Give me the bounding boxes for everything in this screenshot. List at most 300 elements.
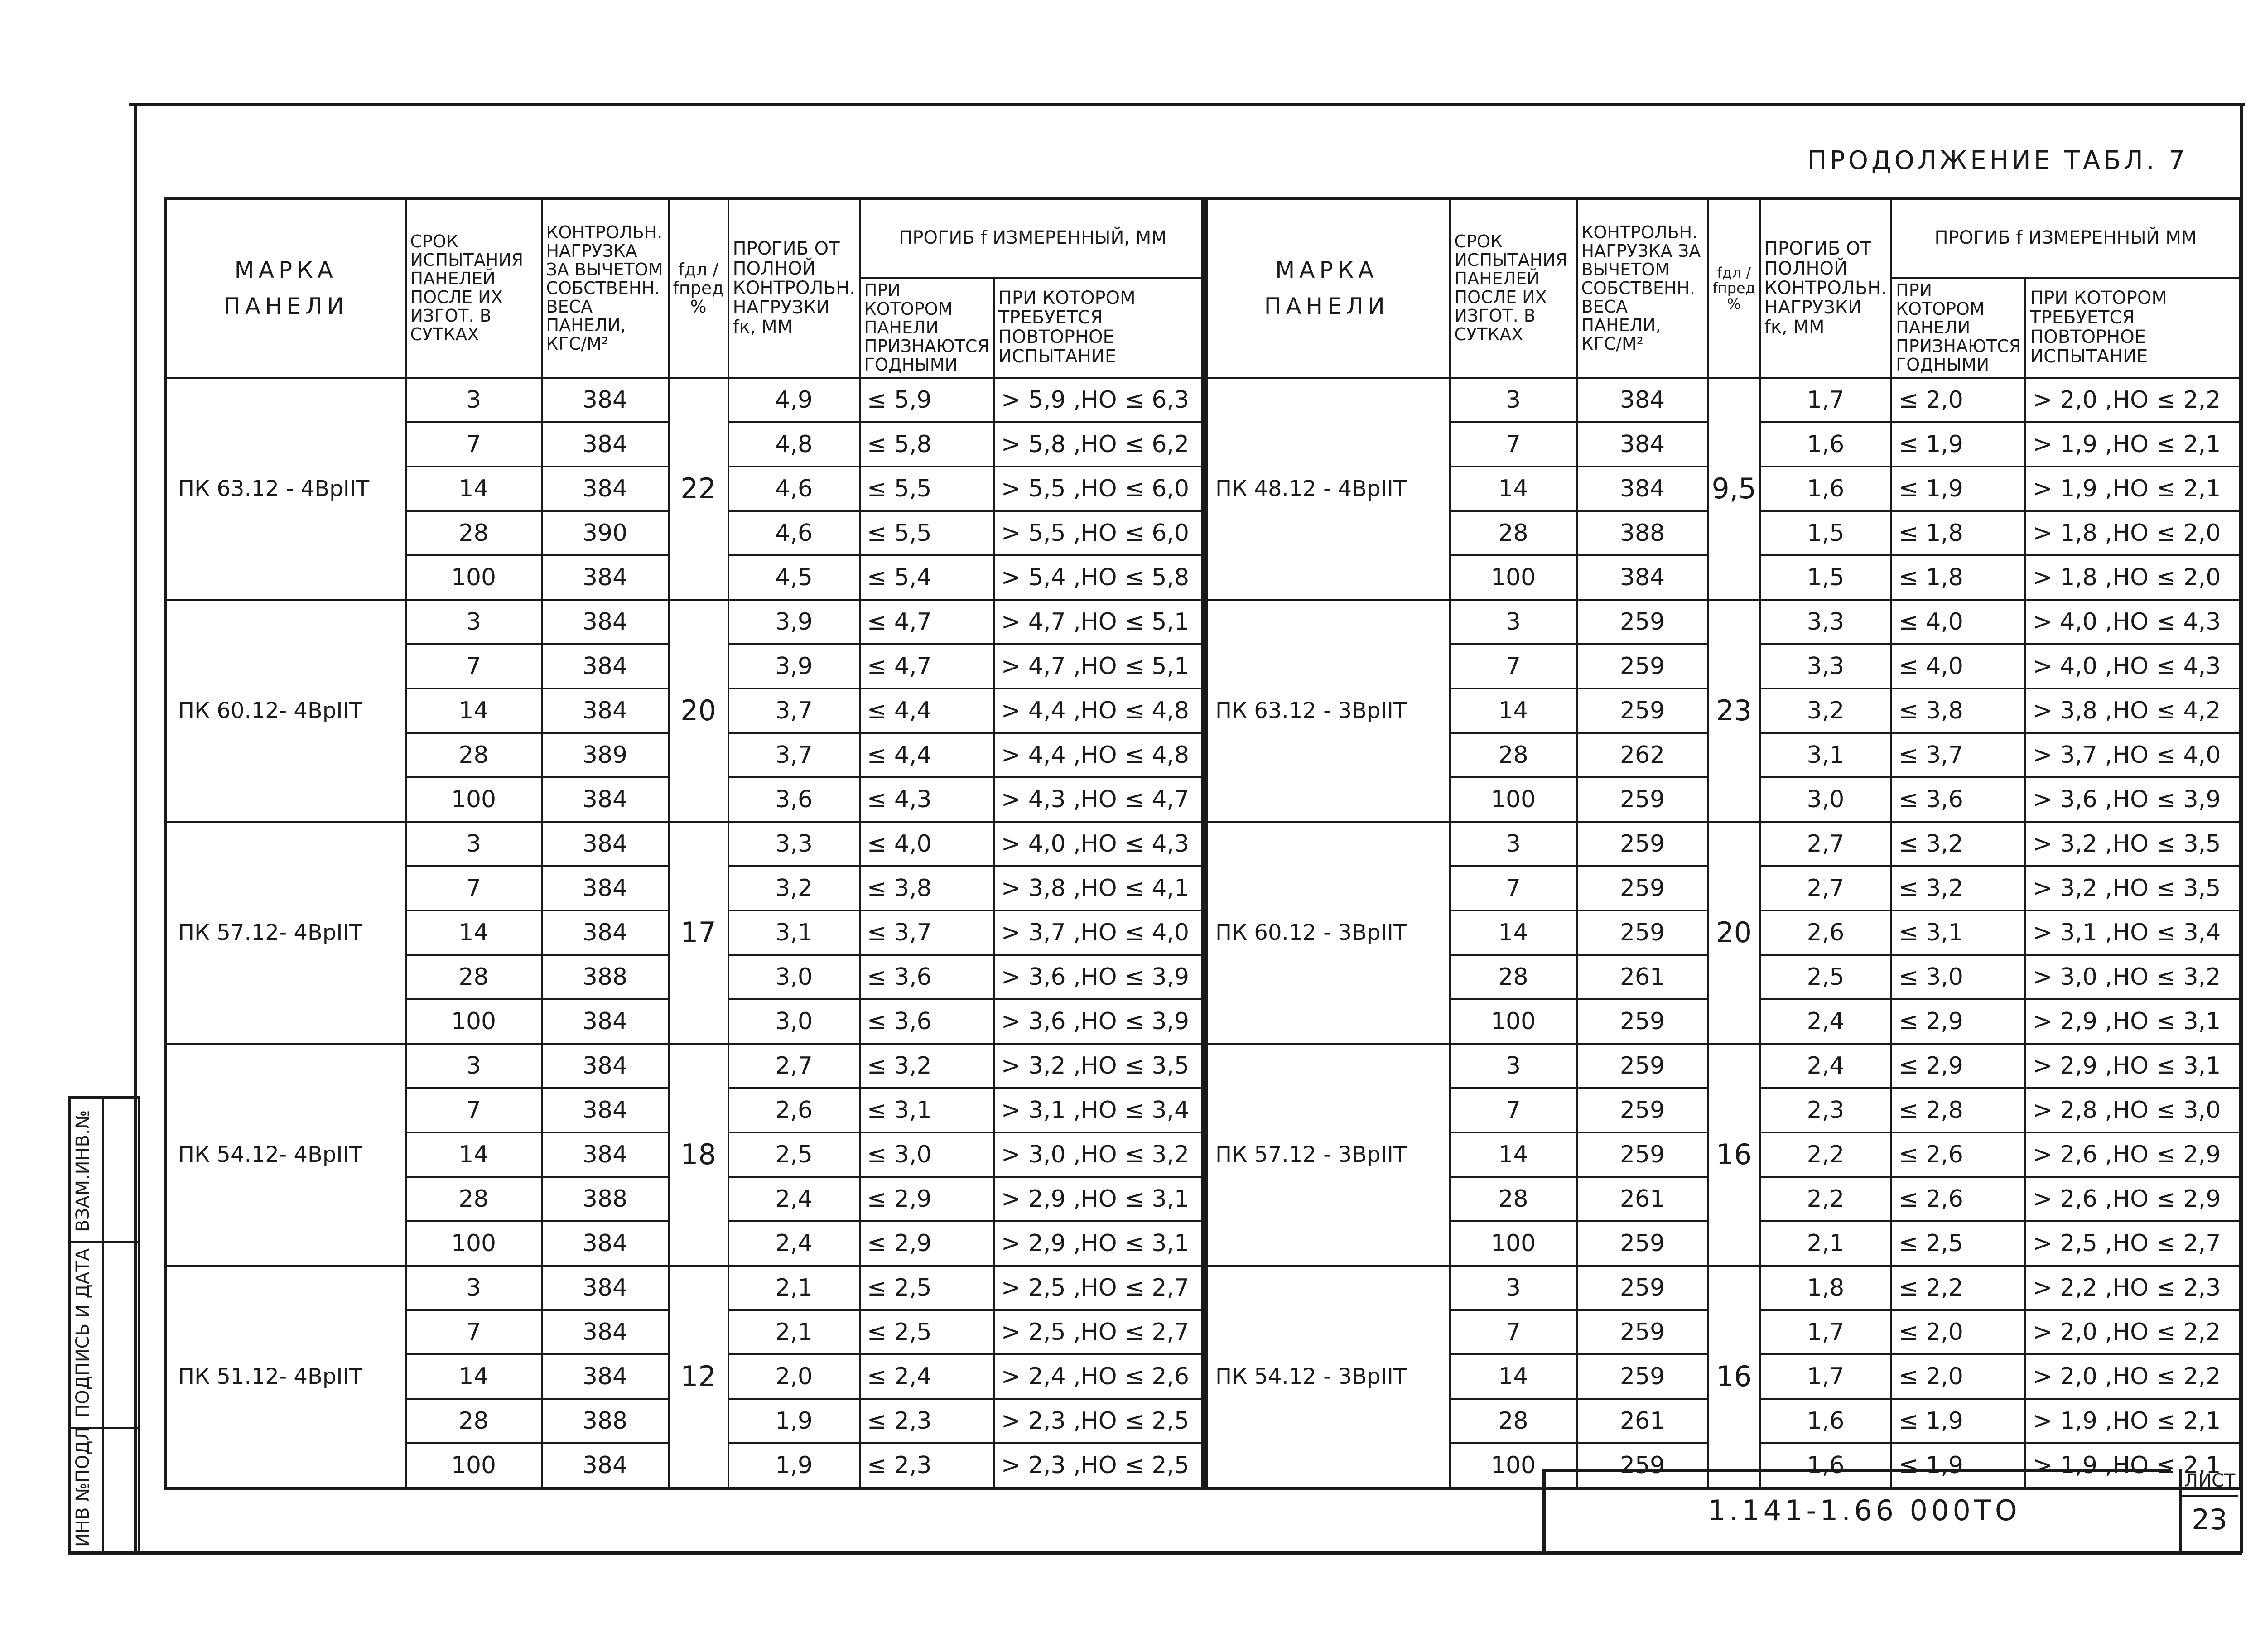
control-load-cell: 259 bbox=[1577, 1088, 1708, 1132]
accepted-cell: ≤ 1,9 bbox=[1891, 467, 2025, 511]
control-load-cell: 388 bbox=[542, 1177, 669, 1221]
sheet-number: 23 bbox=[2192, 1503, 2227, 1536]
side-stamp-inv-orig: ИНВ №ПОДЛ bbox=[72, 1427, 93, 1547]
test-term-cell: 28 bbox=[1450, 955, 1577, 999]
accepted-cell: ≤ 3,2 bbox=[860, 1044, 994, 1088]
panel-mark: ПК 48.12 - 4ВрIIТ bbox=[1203, 378, 1450, 600]
table-row bbox=[166, 1044, 1207, 1088]
test-term-cell: 7 bbox=[406, 422, 542, 467]
test-term-cell: 3 bbox=[406, 600, 542, 644]
deflection-cell: 4,8 bbox=[728, 422, 860, 467]
accepted-cell: ≤ 4,4 bbox=[860, 733, 994, 777]
ratio-cell: 9,5 bbox=[1708, 378, 1760, 600]
accepted-cell: ≤ 4,0 bbox=[1891, 600, 2025, 644]
ratio-cell: 22 bbox=[669, 378, 728, 600]
deflection-cell: 3,9 bbox=[728, 644, 860, 689]
control-load-cell: 384 bbox=[542, 910, 669, 955]
deflection-cell: 1,7 bbox=[1760, 1354, 1891, 1399]
table-row bbox=[166, 378, 1207, 422]
deflection-cell: 2,4 bbox=[1760, 1044, 1891, 1088]
accepted-cell: ≤ 1,9 bbox=[1891, 422, 2025, 467]
test-term-cell: 100 bbox=[1450, 555, 1577, 600]
control-load-cell: 384 bbox=[1577, 467, 1708, 511]
test-term-cell: 14 bbox=[406, 910, 542, 955]
test-term-cell: 3 bbox=[406, 378, 542, 422]
ratio-cell: 18 bbox=[669, 1044, 728, 1266]
test-term-cell: 28 bbox=[1450, 733, 1577, 777]
test-term-cell: 3 bbox=[1450, 1266, 1577, 1310]
control-load-cell: 259 bbox=[1577, 1132, 1708, 1177]
test-term-cell: 28 bbox=[406, 955, 542, 999]
accepted-cell: ≤ 2,9 bbox=[1891, 1044, 2025, 1088]
test-term-cell: 100 bbox=[1450, 777, 1577, 822]
accepted-cell: ≤ 1,9 bbox=[1891, 1443, 2025, 1488]
test-term-cell: 28 bbox=[1450, 1399, 1577, 1443]
accepted-cell: ≤ 4,3 bbox=[860, 777, 994, 822]
retest-cell: > 3,6 ,НО ≤ 3,9 bbox=[2025, 777, 2241, 822]
test-term-cell: 14 bbox=[406, 1132, 542, 1177]
deflection-cell: 3,0 bbox=[728, 955, 860, 999]
accepted-cell: ≤ 3,1 bbox=[1891, 910, 2025, 955]
test-term-cell: 28 bbox=[406, 733, 542, 777]
header-mark: МАРКА ПАНЕЛИ bbox=[166, 198, 406, 378]
test-term-cell: 14 bbox=[1450, 467, 1577, 511]
header-retest: ПРИ КОТОРОМ ТРЕБУЕТСЯ ПОВТОРНОЕ ИСПЫТАНИЕ bbox=[994, 278, 1207, 378]
left-table-body bbox=[166, 378, 1207, 1488]
test-term-cell: 100 bbox=[406, 1221, 542, 1266]
retest-cell: > 4,0 ,НО ≤ 4,3 bbox=[994, 822, 1207, 866]
deflection-cell: 1,9 bbox=[728, 1443, 860, 1488]
retest-cell: > 2,4 ,НО ≤ 2,6 bbox=[994, 1354, 1207, 1399]
accepted-cell: ≤ 4,4 bbox=[860, 689, 994, 733]
deflection-cell: 1,6 bbox=[1760, 1443, 1891, 1488]
control-load-cell: 388 bbox=[542, 955, 669, 999]
retest-cell: > 3,7 ,НО ≤ 4,0 bbox=[2025, 733, 2241, 777]
deflection-cell: 3,7 bbox=[728, 689, 860, 733]
test-term-cell: 28 bbox=[406, 1177, 542, 1221]
ratio-cell: 23 bbox=[1708, 600, 1760, 822]
table-row bbox=[1203, 1044, 2241, 1088]
control-load-cell: 384 bbox=[542, 422, 669, 467]
test-term-cell: 100 bbox=[406, 777, 542, 822]
test-term-cell: 3 bbox=[406, 1266, 542, 1310]
deflection-cell: 1,9 bbox=[728, 1399, 860, 1443]
deflection-cell: 2,6 bbox=[1760, 910, 1891, 955]
test-term-cell: 14 bbox=[406, 689, 542, 733]
deflection-cell: 2,0 bbox=[728, 1354, 860, 1399]
accepted-cell: ≤ 3,2 bbox=[1891, 822, 2025, 866]
right-test-table bbox=[1201, 197, 2242, 1490]
deflection-cell: 3,7 bbox=[728, 733, 860, 777]
test-term-cell: 7 bbox=[1450, 1310, 1577, 1354]
retest-cell: > 1,9 ,НО ≤ 2,1 bbox=[2025, 422, 2241, 467]
accepted-cell: ≤ 3,1 bbox=[860, 1088, 994, 1132]
accepted-cell: ≤ 2,9 bbox=[1891, 999, 2025, 1044]
control-load-cell: 384 bbox=[542, 1221, 669, 1266]
control-load-cell: 384 bbox=[542, 600, 669, 644]
retest-cell: > 2,9 ,НО ≤ 3,1 bbox=[2025, 1044, 2241, 1088]
header-measured: ПРОГИБ f ИЗМЕРЕННЫЙ, ММ bbox=[860, 198, 1207, 278]
retest-cell: > 5,8 ,НО ≤ 6,2 bbox=[994, 422, 1207, 467]
table-row bbox=[1203, 822, 2241, 866]
control-load-cell: 390 bbox=[542, 511, 669, 555]
deflection-cell: 1,7 bbox=[1760, 378, 1891, 422]
test-term-cell: 3 bbox=[1450, 600, 1577, 644]
deflection-cell: 2,1 bbox=[1760, 1221, 1891, 1266]
control-load-cell: 384 bbox=[542, 467, 669, 511]
retest-cell: > 3,8 ,НО ≤ 4,2 bbox=[2025, 689, 2241, 733]
ratio-cell: 20 bbox=[1708, 822, 1760, 1044]
accepted-cell: ≤ 3,7 bbox=[1891, 733, 2025, 777]
header-deflection: ПРОГИБ ОТ ПОЛНОЙ КОНТРОЛЬН. НАГРУЗКИ fк, ММ bbox=[728, 198, 860, 378]
retest-cell: > 1,8 ,НО ≤ 2,0 bbox=[2025, 555, 2241, 600]
accepted-cell: ≤ 5,9 bbox=[860, 378, 994, 422]
accepted-cell: ≤ 4,7 bbox=[860, 644, 994, 689]
accepted-cell: ≤ 2,0 bbox=[1891, 378, 2025, 422]
test-term-cell: 14 bbox=[1450, 910, 1577, 955]
panel-mark: ПК 57.12- 4ВрIIТ bbox=[166, 822, 406, 1044]
left-test-table bbox=[164, 197, 1208, 1490]
deflection-cell: 1,6 bbox=[1760, 1399, 1891, 1443]
retest-cell: > 5,5 ,НО ≤ 6,0 bbox=[994, 511, 1207, 555]
table-row bbox=[166, 600, 1207, 644]
retest-cell: > 2,5 ,НО ≤ 2,7 bbox=[2025, 1221, 2241, 1266]
control-load-cell: 259 bbox=[1577, 910, 1708, 955]
deflection-cell: 3,3 bbox=[728, 822, 860, 866]
test-term-cell: 3 bbox=[406, 822, 542, 866]
control-load-cell: 262 bbox=[1577, 733, 1708, 777]
deflection-cell: 2,7 bbox=[1760, 866, 1891, 910]
control-load-cell: 261 bbox=[1577, 955, 1708, 999]
panel-mark: ПК 60.12 - 3ВрIIТ bbox=[1203, 822, 1450, 1044]
control-load-cell: 384 bbox=[542, 378, 669, 422]
accepted-cell: ≤ 1,9 bbox=[1891, 1399, 2025, 1443]
test-term-cell: 7 bbox=[406, 1310, 542, 1354]
retest-cell: > 3,1 ,НО ≤ 3,4 bbox=[2025, 910, 2241, 955]
retest-cell: > 2,3 ,НО ≤ 2,5 bbox=[994, 1443, 1207, 1488]
control-load-cell: 384 bbox=[1577, 378, 1708, 422]
table-row bbox=[166, 1266, 1207, 1310]
retest-cell: > 3,6 ,НО ≤ 3,9 bbox=[994, 999, 1207, 1044]
sheet-box-divider bbox=[2179, 1495, 2238, 1497]
accepted-cell: ≤ 5,5 bbox=[860, 511, 994, 555]
test-term-cell: 100 bbox=[1450, 999, 1577, 1044]
deflection-cell: 1,8 bbox=[1760, 1266, 1891, 1310]
accepted-cell: ≤ 3,6 bbox=[860, 955, 994, 999]
control-load-cell: 384 bbox=[542, 1266, 669, 1310]
deflection-cell: 2,1 bbox=[728, 1266, 860, 1310]
sheet-label: ЛИСТ bbox=[2184, 1470, 2236, 1491]
deflection-cell: 2,4 bbox=[1760, 999, 1891, 1044]
deflection-cell: 2,6 bbox=[728, 1088, 860, 1132]
accepted-cell: ≤ 2,6 bbox=[1891, 1132, 2025, 1177]
header-deflection: ПРОГИБ ОТ ПОЛНОЙ КОНТРОЛЬН. НАГРУЗКИ fк, ММ bbox=[1760, 198, 1891, 378]
retest-cell: > 3,0 ,НО ≤ 3,2 bbox=[2025, 955, 2241, 999]
test-term-cell: 100 bbox=[1450, 1221, 1577, 1266]
retest-cell: > 2,5 ,НО ≤ 2,7 bbox=[994, 1310, 1207, 1354]
panel-mark: ПК 57.12 - 3ВрIIТ bbox=[1203, 1044, 1450, 1266]
test-term-cell: 3 bbox=[1450, 378, 1577, 422]
accepted-cell: ≤ 4,7 bbox=[860, 600, 994, 644]
accepted-cell: ≤ 3,6 bbox=[1891, 777, 2025, 822]
retest-cell: > 3,7 ,НО ≤ 4,0 bbox=[994, 910, 1207, 955]
control-load-cell: 384 bbox=[542, 689, 669, 733]
control-load-cell: 259 bbox=[1577, 1044, 1708, 1088]
accepted-cell: ≤ 3,0 bbox=[1891, 955, 2025, 999]
control-load-cell: 384 bbox=[542, 1443, 669, 1488]
header-accepted: ПРИ КОТОРОМ ПАНЕЛИ ПРИЗНАЮТСЯ ГОДНЫМИ bbox=[1891, 278, 2025, 378]
deflection-cell: 3,1 bbox=[728, 910, 860, 955]
deflection-cell: 1,5 bbox=[1760, 511, 1891, 555]
retest-cell: > 1,9 ,НО ≤ 2,1 bbox=[2025, 467, 2241, 511]
control-load-cell: 389 bbox=[542, 733, 669, 777]
retest-cell: > 5,5 ,НО ≤ 6,0 bbox=[994, 467, 1207, 511]
header-load: КОНТРОЛЬН. НАГРУЗКА ЗА ВЫЧЕТОМ СОБСТВЕНН. ВЕСА ПАНЕЛИ, КГС/М² bbox=[542, 198, 669, 378]
control-load-cell: 384 bbox=[542, 1310, 669, 1354]
ratio-cell: 16 bbox=[1708, 1266, 1760, 1488]
header-retest: ПРИ КОТОРОМ ТРЕБУЕТСЯ ПОВТОРНОЕ ИСПЫТАНИЕ bbox=[2025, 278, 2241, 378]
control-load-cell: 384 bbox=[542, 999, 669, 1044]
accepted-cell: ≤ 2,0 bbox=[1891, 1310, 2025, 1354]
panel-mark: ПК 54.12 - 3ВрIIТ bbox=[1203, 1266, 1450, 1488]
panel-mark: ПК 63.12 - 3ВрIIТ bbox=[1203, 600, 1450, 822]
side-stamp-sign-date: ПОДПИСЬ И ДАТА bbox=[72, 1248, 93, 1418]
right-table-body bbox=[1203, 378, 2241, 1488]
control-load-cell: 259 bbox=[1577, 1310, 1708, 1354]
test-term-cell: 14 bbox=[406, 467, 542, 511]
test-term-cell: 7 bbox=[1450, 1088, 1577, 1132]
ratio-cell: 17 bbox=[669, 822, 728, 1044]
retest-cell: > 3,8 ,НО ≤ 4,1 bbox=[994, 866, 1207, 910]
control-load-cell: 384 bbox=[1577, 422, 1708, 467]
control-load-cell: 259 bbox=[1577, 600, 1708, 644]
retest-cell: > 1,9 ,НО ≤ 2,1 bbox=[2025, 1399, 2241, 1443]
header-term: СРОК ИСПЫТАНИЯ ПАНЕЛЕЙ ПОСЛЕ ИХ ИЗГОТ. В СУТКАХ bbox=[406, 198, 542, 378]
retest-cell: > 4,4 ,НО ≤ 4,8 bbox=[994, 733, 1207, 777]
deflection-cell: 1,6 bbox=[1760, 467, 1891, 511]
accepted-cell: ≤ 5,4 bbox=[860, 555, 994, 600]
control-load-cell: 259 bbox=[1577, 689, 1708, 733]
retest-cell: > 3,1 ,НО ≤ 3,4 bbox=[994, 1088, 1207, 1132]
control-load-cell: 259 bbox=[1577, 1221, 1708, 1266]
control-load-cell: 384 bbox=[542, 1088, 669, 1132]
control-load-cell: 384 bbox=[1577, 555, 1708, 600]
accepted-cell: ≤ 2,3 bbox=[860, 1399, 994, 1443]
accepted-cell: ≤ 2,2 bbox=[1891, 1266, 2025, 1310]
accepted-cell: ≤ 2,6 bbox=[1891, 1177, 2025, 1221]
retest-cell: > 2,0 ,НО ≤ 2,2 bbox=[2025, 1354, 2241, 1399]
ratio-cell: 12 bbox=[669, 1266, 728, 1488]
control-load-cell: 384 bbox=[542, 1132, 669, 1177]
retest-cell: > 3,6 ,НО ≤ 3,9 bbox=[994, 955, 1207, 999]
header-ratio: fдл / fпред % bbox=[1708, 198, 1760, 378]
test-term-cell: 28 bbox=[1450, 1177, 1577, 1221]
control-load-cell: 388 bbox=[542, 1399, 669, 1443]
control-load-cell: 384 bbox=[542, 555, 669, 600]
deflection-cell: 2,7 bbox=[1760, 822, 1891, 866]
left-table-wrap bbox=[164, 197, 1208, 1490]
retest-cell: > 2,3 ,НО ≤ 2,5 bbox=[994, 1399, 1207, 1443]
table-row bbox=[1203, 600, 2241, 644]
panel-mark: ПК 60.12- 4ВрIIТ bbox=[166, 600, 406, 822]
control-load-cell: 384 bbox=[542, 644, 669, 689]
retest-cell: > 5,9 ,НО ≤ 6,3 bbox=[994, 378, 1207, 422]
retest-cell: > 2,6 ,НО ≤ 2,9 bbox=[2025, 1177, 2241, 1221]
accepted-cell: ≤ 2,3 bbox=[860, 1443, 994, 1488]
header-ratio: fдл / fпред % bbox=[669, 198, 728, 378]
deflection-cell: 2,2 bbox=[1760, 1177, 1891, 1221]
accepted-cell: ≤ 3,6 bbox=[860, 999, 994, 1044]
control-load-cell: 259 bbox=[1577, 866, 1708, 910]
header-load: КОНТРОЛЬН. НАГРУЗКА ЗА ВЫЧЕТОМ СОБСТВЕНН. ВЕСА ПАНЕЛИ, КГС/М² bbox=[1577, 198, 1708, 378]
deflection-cell: 2,4 bbox=[728, 1177, 860, 1221]
accepted-cell: ≤ 3,2 bbox=[1891, 866, 2025, 910]
panel-mark: ПК 51.12- 4ВрIIТ bbox=[166, 1266, 406, 1488]
test-term-cell: 100 bbox=[406, 1443, 542, 1488]
table-row bbox=[166, 822, 1207, 866]
retest-cell: > 5,4 ,НО ≤ 5,8 bbox=[994, 555, 1207, 600]
side-stamp-inv-zam: ВЗАМ.ИНВ.№ bbox=[72, 1110, 93, 1232]
accepted-cell: ≤ 2,9 bbox=[860, 1221, 994, 1266]
test-term-cell: 28 bbox=[406, 1399, 542, 1443]
accepted-cell: ≤ 5,5 bbox=[860, 467, 994, 511]
test-term-cell: 3 bbox=[406, 1044, 542, 1088]
deflection-cell: 1,6 bbox=[1760, 422, 1891, 467]
control-load-cell: 259 bbox=[1577, 644, 1708, 689]
retest-cell: > 2,0 ,НО ≤ 2,2 bbox=[2025, 378, 2241, 422]
deflection-cell: 2,5 bbox=[1760, 955, 1891, 999]
retest-cell: > 2,9 ,НО ≤ 3,1 bbox=[994, 1177, 1207, 1221]
accepted-cell: ≤ 5,8 bbox=[860, 422, 994, 467]
accepted-cell: ≤ 3,0 bbox=[860, 1132, 994, 1177]
retest-cell: > 2,9 ,НО ≤ 3,1 bbox=[994, 1221, 1207, 1266]
deflection-cell: 4,5 bbox=[728, 555, 860, 600]
retest-cell: > 2,9 ,НО ≤ 3,1 bbox=[2025, 999, 2241, 1044]
test-term-cell: 7 bbox=[1450, 866, 1577, 910]
test-term-cell: 28 bbox=[1450, 511, 1577, 555]
deflection-cell: 2,4 bbox=[728, 1221, 860, 1266]
test-term-cell: 14 bbox=[1450, 1354, 1577, 1399]
test-term-cell: 7 bbox=[406, 1088, 542, 1132]
accepted-cell: ≤ 1,8 bbox=[1891, 555, 2025, 600]
test-term-cell: 7 bbox=[1450, 644, 1577, 689]
accepted-cell: ≤ 2,9 bbox=[860, 1177, 994, 1221]
panel-mark: ПК 63.12 - 4ВрIIТ bbox=[166, 378, 406, 600]
deflection-cell: 1,5 bbox=[1760, 555, 1891, 600]
accepted-cell: ≤ 4,0 bbox=[860, 822, 994, 866]
deflection-cell: 2,3 bbox=[1760, 1088, 1891, 1132]
test-term-cell: 3 bbox=[1450, 1044, 1577, 1088]
deflection-cell: 2,1 bbox=[728, 1310, 860, 1354]
deflection-cell: 2,7 bbox=[728, 1044, 860, 1088]
deflection-cell: 3,2 bbox=[1760, 689, 1891, 733]
test-term-cell: 100 bbox=[406, 999, 542, 1044]
deflection-cell: 1,7 bbox=[1760, 1310, 1891, 1354]
test-term-cell: 100 bbox=[1450, 1443, 1577, 1488]
side-stamp-row-line bbox=[68, 1241, 140, 1243]
accepted-cell: ≤ 2,5 bbox=[860, 1310, 994, 1354]
test-term-cell: 14 bbox=[406, 1354, 542, 1399]
control-load-cell: 261 bbox=[1577, 1399, 1708, 1443]
deflection-cell: 3,3 bbox=[1760, 600, 1891, 644]
control-load-cell: 384 bbox=[542, 822, 669, 866]
deflection-cell: 3,1 bbox=[1760, 733, 1891, 777]
test-term-cell: 7 bbox=[406, 866, 542, 910]
deflection-cell: 3,0 bbox=[1760, 777, 1891, 822]
control-load-cell: 259 bbox=[1577, 1354, 1708, 1399]
deflection-cell: 3,0 bbox=[728, 999, 860, 1044]
retest-cell: > 2,8 ,НО ≤ 3,0 bbox=[2025, 1088, 2241, 1132]
header-accepted: ПРИ КОТОРОМ ПАНЕЛИ ПРИЗНАЮТСЯ ГОДНЫМИ bbox=[860, 278, 994, 378]
retest-cell: > 2,5 ,НО ≤ 2,7 bbox=[994, 1266, 1207, 1310]
accepted-cell: ≤ 1,8 bbox=[1891, 511, 2025, 555]
control-load-cell: 384 bbox=[542, 866, 669, 910]
control-load-cell: 384 bbox=[542, 1044, 669, 1088]
control-load-cell: 259 bbox=[1577, 999, 1708, 1044]
control-load-cell: 259 bbox=[1577, 822, 1708, 866]
test-term-cell: 28 bbox=[406, 511, 542, 555]
test-term-cell: 14 bbox=[1450, 689, 1577, 733]
accepted-cell: ≤ 2,4 bbox=[860, 1354, 994, 1399]
panel-mark: ПК 54.12- 4ВрIIТ bbox=[166, 1044, 406, 1266]
test-term-cell: 100 bbox=[406, 555, 542, 600]
control-load-cell: 384 bbox=[542, 777, 669, 822]
right-table-wrap bbox=[1201, 197, 2242, 1490]
deflection-cell: 4,6 bbox=[728, 511, 860, 555]
test-term-cell: 7 bbox=[406, 644, 542, 689]
deflection-cell: 3,6 bbox=[728, 777, 860, 822]
deflection-cell: 3,2 bbox=[728, 866, 860, 910]
header-term: СРОК ИСПЫТАНИЯ ПАНЕЛЕЙ ПОСЛЕ ИХ ИЗГОТ. В СУТКАХ bbox=[1450, 198, 1577, 378]
retest-cell: > 3,2 ,НО ≤ 3,5 bbox=[994, 1044, 1207, 1088]
header-measured: ПРОГИБ f ИЗМЕРЕННЫЙ ММ bbox=[1891, 198, 2241, 278]
frame-top bbox=[129, 103, 2245, 106]
accepted-cell: ≤ 3,7 bbox=[860, 910, 994, 955]
continuation-title: ПРОДОЛЖЕНИЕ ТАБЛ. 7 bbox=[1807, 146, 2188, 175]
retest-cell: > 4,0 ,НО ≤ 4,3 bbox=[2025, 644, 2241, 689]
table-row bbox=[1203, 1266, 2241, 1310]
control-load-cell: 384 bbox=[542, 1354, 669, 1399]
retest-cell: > 4,7 ,НО ≤ 5,1 bbox=[994, 644, 1207, 689]
deflection-cell: 4,6 bbox=[728, 467, 860, 511]
retest-cell: > 4,0 ,НО ≤ 4,3 bbox=[2025, 600, 2241, 644]
accepted-cell: ≤ 3,8 bbox=[1891, 689, 2025, 733]
control-load-cell: 259 bbox=[1577, 777, 1708, 822]
retest-cell: > 4,7 ,НО ≤ 5,1 bbox=[994, 600, 1207, 644]
retest-cell: > 2,6 ,НО ≤ 2,9 bbox=[2025, 1132, 2241, 1177]
accepted-cell: ≤ 2,8 bbox=[1891, 1088, 2025, 1132]
accepted-cell: ≤ 2,0 bbox=[1891, 1354, 2025, 1399]
test-term-cell: 7 bbox=[1450, 422, 1577, 467]
deflection-cell: 3,3 bbox=[1760, 644, 1891, 689]
test-term-cell: 14 bbox=[1450, 1132, 1577, 1177]
retest-cell: > 4,4 ,НО ≤ 4,8 bbox=[994, 689, 1207, 733]
deflection-cell: 2,2 bbox=[1760, 1132, 1891, 1177]
accepted-cell: ≤ 3,8 bbox=[860, 866, 994, 910]
document-code: 1.141-1.66 000ТО bbox=[1708, 1494, 2021, 1527]
retest-cell: > 3,2 ,НО ≤ 3,5 bbox=[2025, 822, 2241, 866]
accepted-cell: ≤ 2,5 bbox=[860, 1266, 994, 1310]
retest-cell: > 3,2 ,НО ≤ 3,5 bbox=[2025, 866, 2241, 910]
test-term-cell: 3 bbox=[1450, 822, 1577, 866]
accepted-cell: ≤ 4,0 bbox=[1891, 644, 2025, 689]
control-load-cell: 259 bbox=[1577, 1266, 1708, 1310]
ratio-cell: 16 bbox=[1708, 1044, 1760, 1266]
control-load-cell: 261 bbox=[1577, 1177, 1708, 1221]
side-stamp-divider bbox=[102, 1096, 104, 1555]
retest-cell: > 1,8 ,НО ≤ 2,0 bbox=[2025, 511, 2241, 555]
deflection-cell: 4,9 bbox=[728, 378, 860, 422]
